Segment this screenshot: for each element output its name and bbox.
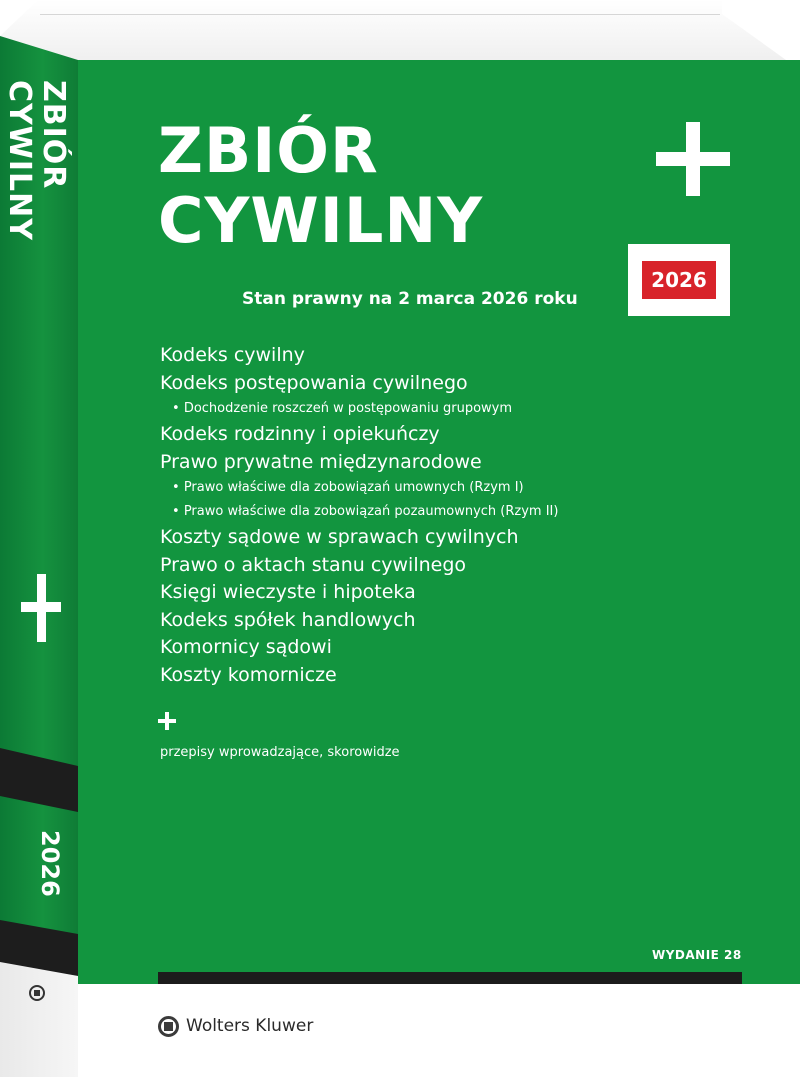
legal-status-subtitle: Stan prawny na 2 marca 2026 roku — [242, 289, 578, 309]
list-item: Kodeks spółek handlowych — [160, 608, 416, 631]
small-plus-icon — [158, 712, 176, 730]
list-item: Koszty sądowe w sprawach cywilnych — [160, 526, 519, 548]
spine-white-area — [0, 962, 78, 1077]
book-title — [158, 116, 483, 256]
spine-publisher-logo-icon — [29, 985, 45, 1001]
publisher-name: Wolters Kluwer — [186, 1016, 314, 1036]
list-subitem: • Prawo właściwe dla zobowiązań pozaumownych (Rzym II) — [160, 500, 760, 524]
list-item: Koszty komornicze — [160, 663, 337, 686]
list-item: Kodeks postępowania cywilnego — [160, 371, 468, 394]
year-badge — [628, 244, 730, 316]
book-title-line-2: CYWILNY — [158, 184, 484, 257]
book-title-line-1: ZBIÓR — [158, 114, 379, 187]
list-subitem: • Dochodzenie roszczeń w postępowaniu grupowym — [160, 397, 760, 421]
list-item: Prawo o aktach stanu cywilnego — [160, 553, 467, 576]
spine-plus-icon — [21, 574, 61, 642]
spine-title-text: ZBIÓR CYWILNY — [2, 80, 71, 241]
list-item: Prawo prywatne międzynarodowe — [160, 450, 482, 473]
wolters-kluwer-logo-icon — [158, 1016, 179, 1037]
list-item: Księgi wieczyste i hipoteka — [160, 581, 416, 603]
spine-year-text: 2026 — [36, 830, 64, 897]
cover-black-rule — [158, 972, 742, 984]
spine-year — [12, 826, 72, 897]
contents-list — [160, 342, 760, 689]
list-subitem: • Prawo właściwe dla zobowiązań umownych (Rzym I) — [160, 476, 760, 500]
list-item: Komornicy sądowi — [160, 636, 332, 658]
list-item: Kodeks rodzinny i opiekuńczy — [160, 423, 440, 445]
year-badge-text: 2026 — [642, 261, 716, 299]
list-item: Kodeks cywilny — [160, 344, 305, 366]
extras-note: przepisy wprowadzające, skorowidze — [160, 745, 400, 760]
spine-title — [0, 60, 78, 620]
edition-label: WYDANIE 28 — [652, 948, 742, 962]
plus-icon — [656, 122, 730, 196]
